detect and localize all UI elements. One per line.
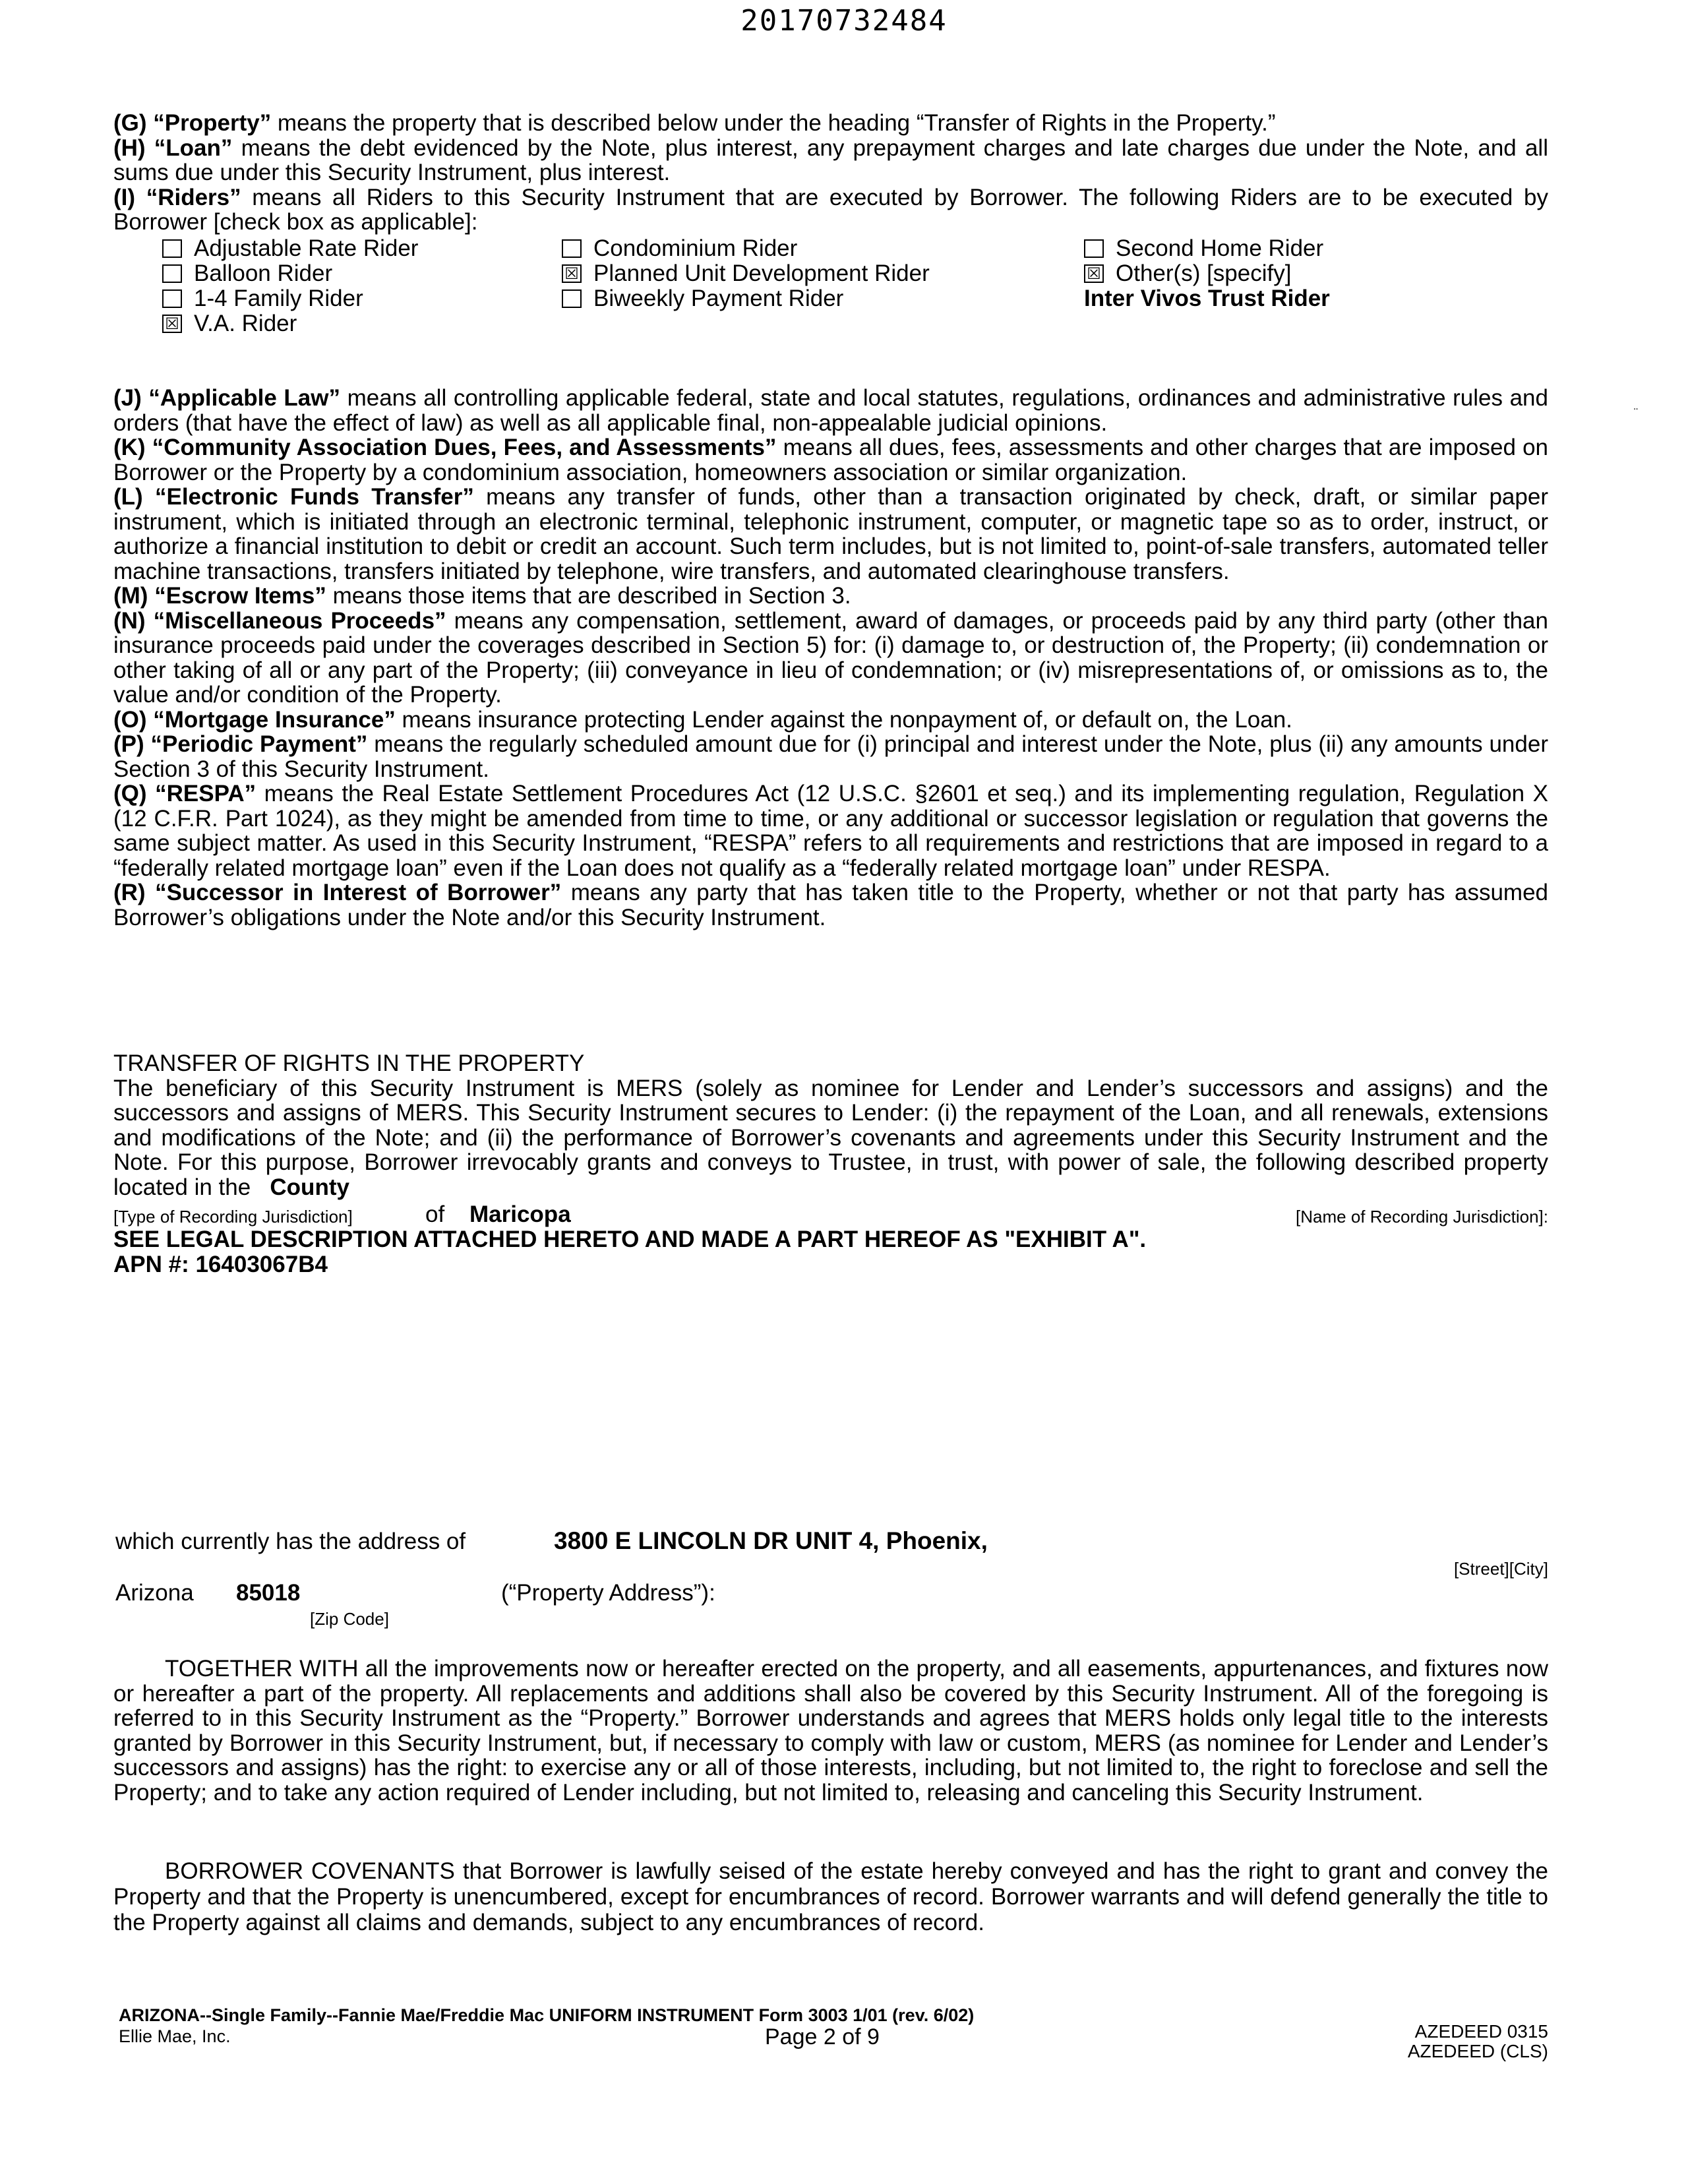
footer-form-line: ARIZONA--Single Family--Fannie Mae/Freddie Mac UNIFORM INSTRUMENT Form 3003 1/01 (rev. 6/02) bbox=[119, 2005, 975, 2025]
checkbox-balloon[interactable] bbox=[162, 264, 182, 283]
zip-code-label: [Zip Code] bbox=[310, 1609, 389, 1629]
rider-other-specified: Inter Vivos Trust Rider bbox=[1084, 286, 1330, 311]
together-with-paragraph: TOGETHER WITH all the improvements now or hereafter erected on the property, and all easements, appurtenances, and fixtures now or hereafter a part of the property. All replacements and additions shall also be covered by this Security Instrument. All of the foregoing is referred to in this Security Instrument as the “Property.” Borrower understands and agrees that MERS holds only legal title to the interests granted by Borrower in this Security Instrument, but, if necessary to comply with law or custom, MERS (as nominee for Lender and Lender’s successors and assigns) has the right: to exercise any or all of those interests, including, but not limited to, the right to foreclose and sell the Property; and to take any action required of Lender including, but not limited to, releasing and canceling this Security Instrument. bbox=[113, 1656, 1548, 1805]
definition-i: (I) “Riders” means all Riders to this Security Instrument that are executed by Borrower. The following Riders are to be executed by Borrower [check box as applicable]: bbox=[113, 184, 1548, 235]
rider-adjustable-rate[interactable]: Adjustable Rate Rider bbox=[162, 236, 418, 261]
name-jurisdiction-label: [Name of Recording Jurisdiction]: bbox=[1296, 1207, 1548, 1227]
checkbox-va[interactable]: ☒ bbox=[162, 315, 182, 333]
checkbox-condominium[interactable] bbox=[562, 239, 582, 258]
rider-biweekly-payment[interactable]: Biweekly Payment Rider bbox=[562, 286, 843, 311]
rider-condominium[interactable]: Condominium Rider bbox=[562, 236, 797, 261]
riders-checklist bbox=[113, 236, 1548, 342]
definition-h: (H) “Loan” means the debt evidenced by the Note, plus interest, any prepayment charges and late charges due under the Note, and all sums due under this Security Instrument, plus interest. bbox=[113, 135, 1548, 185]
recording-number: 20170732484 bbox=[740, 4, 948, 38]
rider-others[interactable]: ☒ Other(s) [specify] bbox=[1084, 261, 1291, 286]
definition-g: (G) “Property” means the property that is described below under the heading “Transfer of Rights in the Property.” bbox=[113, 110, 1276, 136]
definition-l: (L) “Electronic Funds Transfer” means any transfer of funds, other than a transaction originated by check, draft, or similar paper instrument, which is initiated through an electronic terminal, telephonic instrument, computer, or magnetic tape so as to order, instruct, or authorize a financial institution to debit or credit an account. Such term includes, but is not limited to, point-of-sale transfers, automated teller machine transactions, transfers initiated by telephone, wire transfers, and automated clearinghouse transfers. bbox=[113, 484, 1548, 584]
checkbox-others[interactable]: ☒ bbox=[1084, 264, 1104, 283]
jurisdiction-name: Maricopa bbox=[469, 1201, 571, 1227]
definition-o: (O) “Mortgage Insurance” means insurance protecting Lender against the nonpayment of, or default on, the Loan. bbox=[113, 706, 1292, 733]
property-address-label: (“Property Address”): bbox=[501, 1580, 715, 1606]
definition-n: (N) “Miscellaneous Proceeds” means any compensation, settlement, award of damages, or proceeds paid by any third party (other than insurance proceeds paid under the coverages described in Section 5) for: (i) damage to, or destruction of, the Property; (ii) condemnation or other taking of all or any part of the Property; (iii) conveyance in lieu of condemnation; or (iv) misrepresentations of, or omissions as to, the value and/or condition of the Property. bbox=[113, 607, 1548, 708]
zip-code: 85018 bbox=[236, 1580, 301, 1606]
definitions-middle bbox=[113, 386, 1548, 930]
borrower-covenants-paragraph: BORROWER COVENANTS that Borrower is lawfully seised of the estate hereby conveyed and has the right to grant and convey the Property and that the Property is unencumbered, except for encumbrances of record. Borrower warrants and will defend generally the title to the Property against all claims and demands, subject to any encumbrances of record. bbox=[113, 1858, 1548, 1935]
legal-description: SEE LEGAL DESCRIPTION ATTACHED HERETO AND MADE A PART HEREOF AS "EXHIBIT A". bbox=[113, 1227, 1147, 1252]
page-number: Page 2 of 9 bbox=[765, 2024, 880, 2049]
rider-va[interactable]: ☒ V.A. Rider bbox=[162, 311, 297, 336]
transfer-text: The beneficiary of this Security Instrument is MERS (solely as nominee for Lender and Lender’s successors and assigns) and the successors and assigns of MERS. This Security Instrument secures to Lender: (i) the repayment of the Loan, and all renewals, extensions and modifications of the Note; and (ii) the performance of Borrower’s covenants and agreements under this Security Instrument and the Note. For this purpose, Borrower irrevocably grants and conveys to Trustee, in trust, with power of sale, the following described property located in the County bbox=[113, 1075, 1548, 1200]
footer-code-2: AZEDEED (CLS) bbox=[1407, 2041, 1548, 2061]
transfer-section bbox=[113, 1051, 1548, 1199]
transfer-heading: TRANSFER OF RIGHTS IN THE PROPERTY bbox=[113, 1050, 585, 1076]
definition-m: (M) “Escrow Items” means those items that are described in Section 3. bbox=[113, 583, 851, 609]
checkbox-biweekly-payment[interactable] bbox=[562, 289, 582, 308]
checkbox-1-4-family[interactable] bbox=[162, 289, 182, 308]
definition-p: (P) “Periodic Payment” means the regularly scheduled amount due for (i) principal and interest under the Note, plus (ii) any amounts under Section 3 of this Security Instrument. bbox=[113, 731, 1548, 782]
stray-scan-mark: ¨ bbox=[1634, 406, 1638, 419]
footer-code-1: AZEDEED 0315 bbox=[1414, 2021, 1548, 2042]
of-word: of bbox=[425, 1201, 445, 1227]
type-jurisdiction-label: [Type of Recording Jurisdiction] bbox=[113, 1207, 353, 1227]
footer-codes bbox=[1408, 2022, 1548, 2061]
rider-1-4-family[interactable]: 1-4 Family Rider bbox=[162, 286, 363, 311]
jurisdiction-type: County bbox=[270, 1174, 349, 1200]
street-city: 3800 E LINCOLN DR UNIT 4, Phoenix, bbox=[554, 1527, 988, 1554]
state: Arizona bbox=[115, 1580, 194, 1606]
rider-planned-unit-development[interactable]: ☒ Planned Unit Development Rider bbox=[562, 261, 930, 286]
definitions-top bbox=[113, 111, 1548, 235]
rider-second-home[interactable]: Second Home Rider bbox=[1084, 236, 1323, 261]
definition-r: (R) “Successor in Interest of Borrower” means any party that has taken title to the Property, whether or not that party has assumed Borrower’s obligations under the Note and/or this Security Instrument. bbox=[113, 880, 1549, 930]
rider-balloon[interactable]: Balloon Rider bbox=[162, 261, 332, 286]
checkbox-planned-unit-development[interactable]: ☒ bbox=[562, 264, 582, 283]
apn-number: APN #: 16403067B4 bbox=[113, 1252, 328, 1277]
definition-j: (J) “Applicable Law” means all controlling applicable federal, state and local statutes, regulations, ordinances and administrative rules and orders (that have the effect of law) as well as all applicable final, non-appealable judicial opinions. bbox=[113, 385, 1548, 436]
definition-q: (Q) “RESPA” means the Real Estate Settlement Procedures Act (12 U.S.C. §2601 et seq.) and its implementing regulation, Regulation X (12 C.F.R. Part 1024), as they might be amended from time to time, or any additional or successor legislation or regulation that governs the same subject matter. As used in this Security Instrument, “RESPA” refers to all requirements and restrictions that are imposed in regard to a “federally related mortgage loan” even if the Loan does not qualify as a “federally related mortgage loan” under RESPA. bbox=[113, 781, 1549, 881]
footer-company: Ellie Mae, Inc. bbox=[119, 2026, 231, 2046]
checkbox-adjustable-rate[interactable] bbox=[162, 239, 182, 258]
street-city-label: [Street][City] bbox=[1453, 1559, 1548, 1579]
address-intro: which currently has the address of bbox=[115, 1529, 466, 1554]
definition-k: (K) “Community Association Dues, Fees, and Assessments” means all dues, fees, assessments and other charges that are imposed on Borrower or the Property by a condominium association, homeowners association or similar organization. bbox=[113, 435, 1548, 485]
checkbox-second-home[interactable] bbox=[1084, 239, 1104, 258]
